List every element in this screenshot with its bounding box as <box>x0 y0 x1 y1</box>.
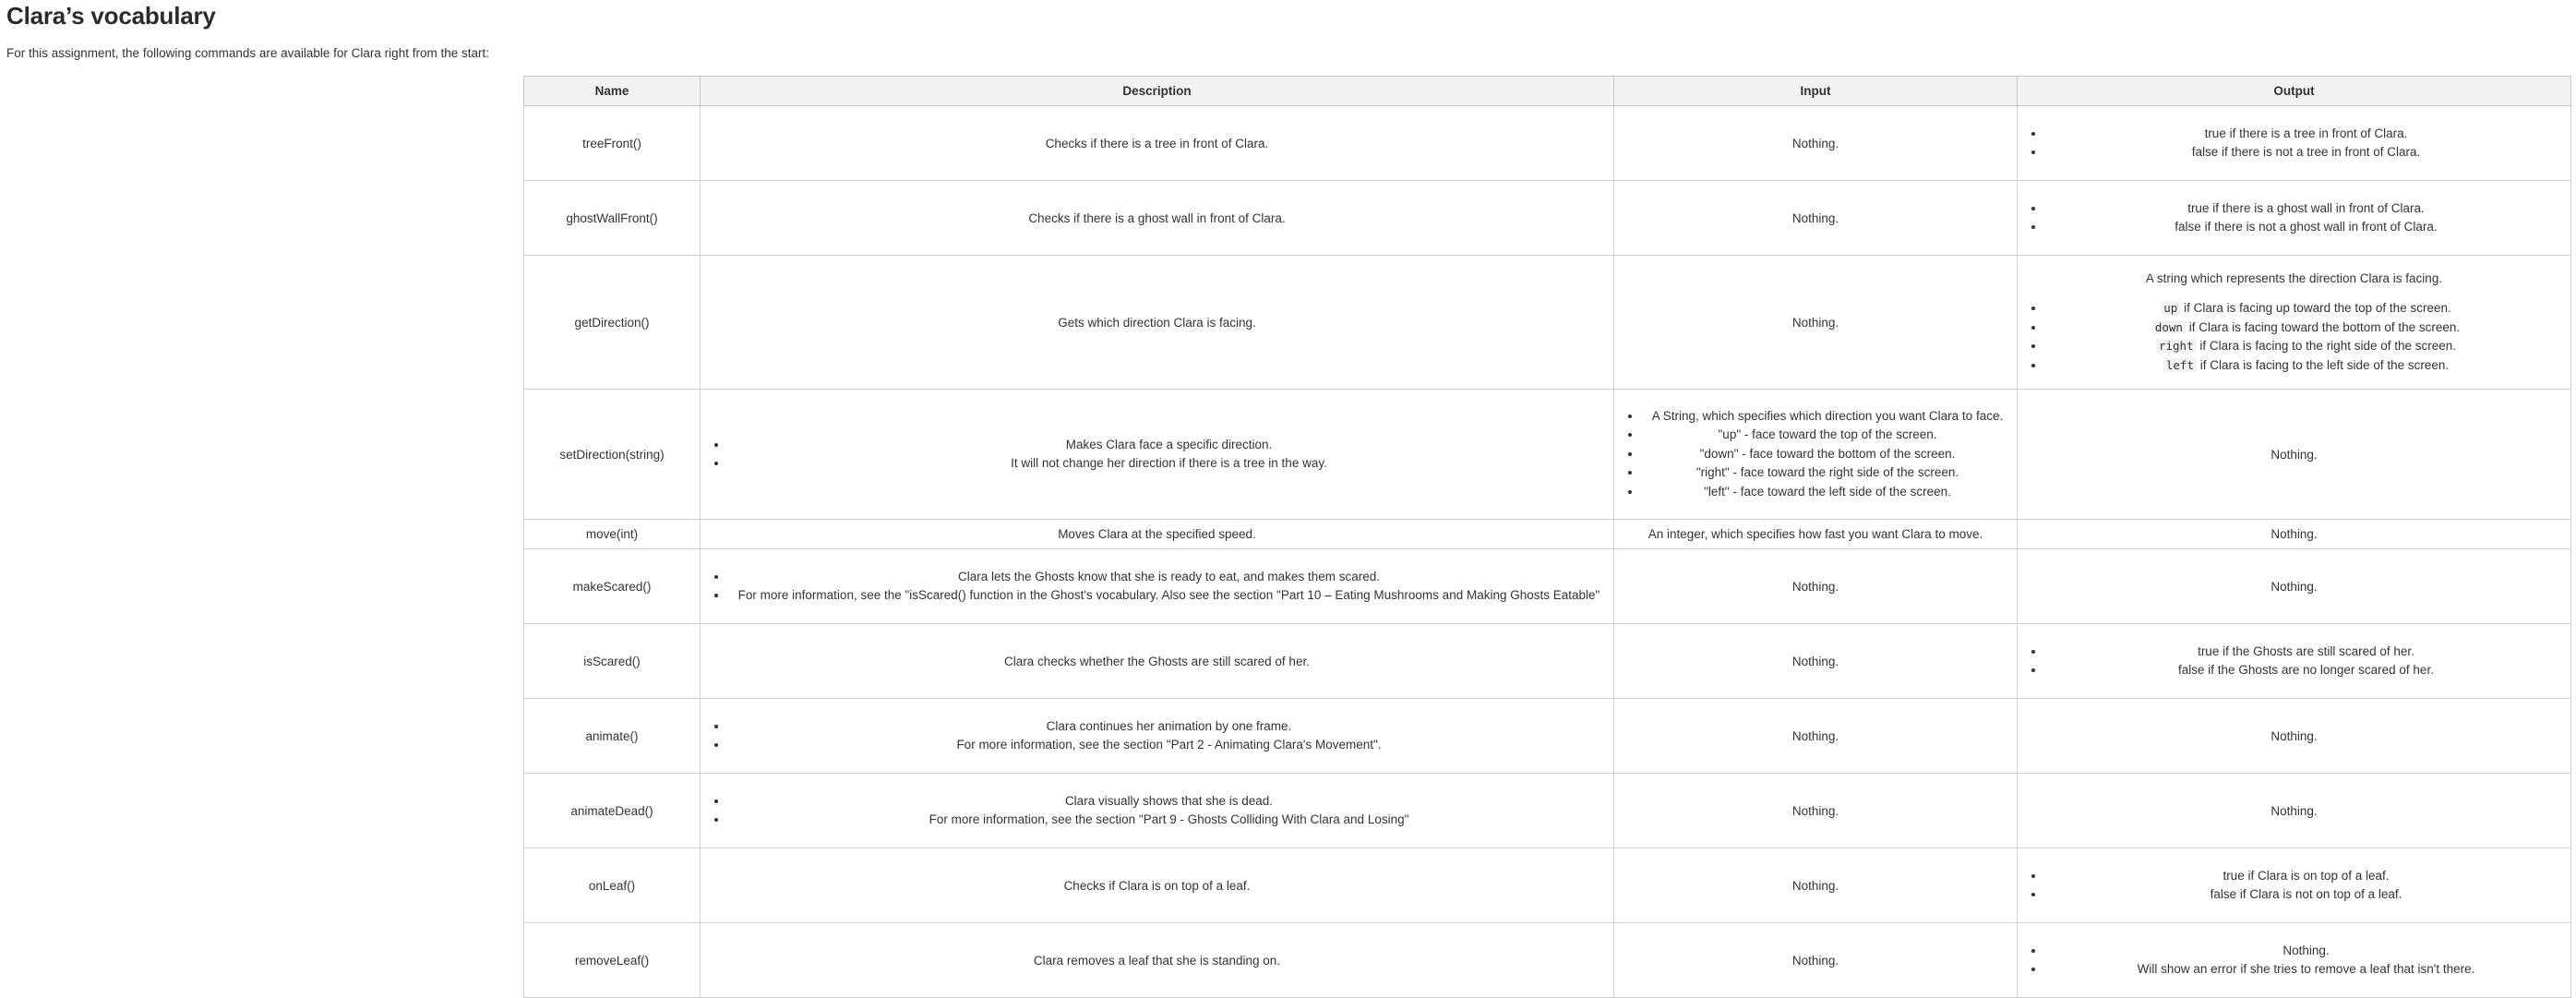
table-row <box>524 549 2571 624</box>
description-list <box>704 436 1610 474</box>
table-row <box>524 106 2571 181</box>
cell-name: isScared() <box>524 624 701 699</box>
cell-output: Nothing. <box>2018 774 2571 848</box>
cell-name: treeFront() <box>524 106 701 181</box>
cell-description: Clara checks whether the Ghosts are still scared of her. <box>701 624 1614 699</box>
list-item: • true if the Ghosts are still scared of her. <box>2045 643 2567 662</box>
output-list <box>2021 299 2567 375</box>
cell-input: Nothing. <box>1614 106 2018 181</box>
cell-input: Nothing. <box>1614 256 2018 390</box>
list-item: • false if the Ghosts are no longer scared of her. <box>2045 661 2567 680</box>
output-list <box>2021 643 2567 680</box>
table-row <box>524 774 2571 848</box>
cell-input: Nothing. <box>1614 699 2018 774</box>
cell-output <box>2018 923 2571 998</box>
cell-description <box>701 549 1614 624</box>
cell-name: animate() <box>524 699 701 774</box>
header-input: Input <box>1614 77 2018 106</box>
cell-description: Gets which direction Clara is facing. <box>701 256 1614 390</box>
table-row <box>524 390 2571 520</box>
cell-name: animateDead() <box>524 774 701 848</box>
list-item: • Clara lets the Ghosts know that she is ready to eat, and makes them scared. <box>728 568 1610 587</box>
cell-name: getDirection() <box>524 256 701 390</box>
output-list <box>2021 942 2567 980</box>
cell-description: Moves Clara at the specified speed. <box>701 520 1614 549</box>
cell-input: An integer, which specifies how fast you want Clara to move. <box>1614 520 2018 549</box>
cell-output: Nothing. <box>2018 699 2571 774</box>
table-row <box>524 923 2571 998</box>
cell-output: Nothing. <box>2018 390 2571 520</box>
list-item: • For more information, see the section "Part 9 - Ghosts Colliding With Clara and Losing" <box>728 811 1610 830</box>
cell-input: Nothing. <box>1614 624 2018 699</box>
cell-output <box>2018 181 2571 256</box>
cell-output: Nothing. <box>2018 549 2571 624</box>
list-item: • Clara visually shows that she is dead. <box>728 792 1610 812</box>
list-item: • A String, which specifies which direction you want Clara to face. <box>1642 407 2013 427</box>
list-item: • Clara continues her animation by one frame. <box>728 717 1610 737</box>
cell-input: Nothing. <box>1614 848 2018 923</box>
cell-output <box>2018 624 2571 699</box>
cell-name: move(int) <box>524 520 701 549</box>
table-row <box>524 699 2571 774</box>
code-value: right <box>2156 339 2197 353</box>
page-title: Clara’s vocabulary <box>6 2 216 30</box>
cell-name: ghostWallFront() <box>524 181 701 256</box>
description-list <box>704 792 1610 830</box>
list-item <box>2045 319 2567 338</box>
cell-description: Checks if there is a ghost wall in front of Clara. <box>701 181 1614 256</box>
list-item: • Nothing. <box>2045 942 2567 961</box>
list-item <box>2045 356 2567 376</box>
description-list <box>704 717 1610 755</box>
output-lead: A string which represents the direction Clara is facing. <box>2145 271 2443 285</box>
input-list <box>1618 407 2013 502</box>
list-item: • true if there is a ghost wall in front of Clara. <box>2045 199 2567 219</box>
cell-output <box>2018 848 2571 923</box>
header-output: Output <box>2018 77 2571 106</box>
cell-output: Nothing. <box>2018 520 2571 549</box>
cell-input <box>1614 390 2018 520</box>
list-item: • Will show an error if she tries to remove a leaf that isn't there. <box>2045 960 2567 980</box>
list-item: • "right" - face toward the right side of the screen. <box>1642 463 2013 483</box>
list-item: • For more information, see the "isScared() function in the Ghost's vocabulary. Also see the section "Part 10 – Eating Mushrooms and Making Ghosts Eatable" <box>728 586 1610 606</box>
code-value: left <box>2163 358 2197 372</box>
cell-input: Nothing. <box>1614 181 2018 256</box>
code-value: up <box>2161 301 2180 315</box>
output-list <box>2021 199 2567 237</box>
cell-input: Nothing. <box>1614 549 2018 624</box>
cell-name: makeScared() <box>524 549 701 624</box>
cell-name: setDirection(string) <box>524 390 701 520</box>
cell-input: Nothing. <box>1614 774 2018 848</box>
header-name: Name <box>524 77 701 106</box>
list-item <box>2045 337 2567 356</box>
list-item <box>2045 299 2567 319</box>
list-item: • For more information, see the section "Part 2 - Animating Clara's Movement". <box>728 736 1610 755</box>
list-item-text: if Clara is facing toward the bottom of the screen. <box>2185 319 2461 334</box>
cell-description <box>701 774 1614 848</box>
list-item: • It will not change her direction if there is a tree in the way. <box>728 454 1610 474</box>
table-row <box>524 181 2571 256</box>
description-list <box>704 568 1610 606</box>
list-item-text: if Clara is facing to the left side of the screen. <box>2196 357 2450 372</box>
header-description: Description <box>701 77 1614 106</box>
cell-description <box>701 390 1614 520</box>
vocabulary-table <box>523 76 2571 998</box>
list-item: • false if Clara is not on top of a leaf. <box>2045 885 2567 905</box>
list-item: • "down" - face toward the bottom of the screen. <box>1642 445 2013 464</box>
intro-text: For this assignment, the following commands are available for Clara right from the start: <box>6 46 489 60</box>
cell-description: Checks if there is a tree in front of Clara. <box>701 106 1614 181</box>
header-row <box>524 77 2571 106</box>
output-list <box>2021 125 2567 162</box>
cell-output <box>2018 106 2571 181</box>
output-list <box>2021 867 2567 905</box>
code-value: down <box>2152 320 2186 334</box>
table-row <box>524 520 2571 549</box>
table-row <box>524 256 2571 390</box>
list-item: • "left" - face toward the left side of the screen. <box>1642 483 2013 502</box>
list-item: • false if there is not a tree in front of Clara. <box>2045 143 2567 162</box>
list-item: • true if there is a tree in front of Clara. <box>2045 125 2567 144</box>
cell-description: Clara removes a leaf that she is standing on. <box>701 923 1614 998</box>
cell-input: Nothing. <box>1614 923 2018 998</box>
list-item-text: if Clara is facing to the right side of the screen. <box>2196 339 2457 353</box>
table-row <box>524 848 2571 923</box>
cell-name: onLeaf() <box>524 848 701 923</box>
cell-description: Checks if Clara is on top of a leaf. <box>701 848 1614 923</box>
list-item: • "up" - face toward the top of the screen. <box>1642 426 2013 445</box>
cell-name: removeLeaf() <box>524 923 701 998</box>
cell-description <box>701 699 1614 774</box>
list-item: • false if there is not a ghost wall in front of Clara. <box>2045 218 2567 237</box>
table-header <box>524 77 2571 106</box>
list-item-text: if Clara is facing up toward the top of the screen. <box>2180 301 2451 315</box>
cell-output <box>2018 256 2571 390</box>
table-row <box>524 624 2571 699</box>
list-item: • Makes Clara face a specific direction. <box>728 436 1610 455</box>
list-item: • true if Clara is on top of a leaf. <box>2045 867 2567 886</box>
